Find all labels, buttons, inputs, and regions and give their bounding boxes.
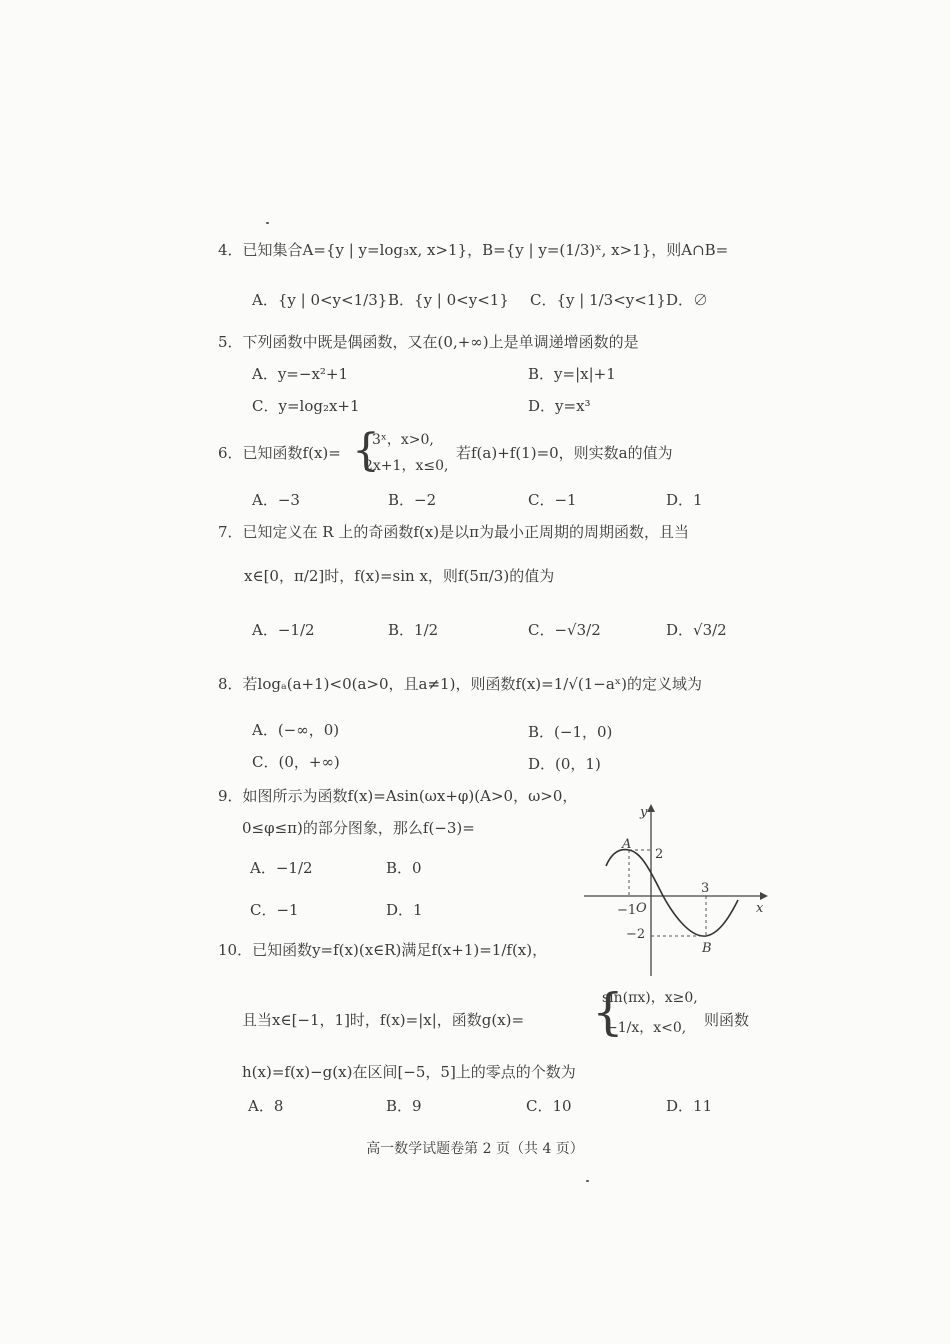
sine-curve [606,850,738,937]
q7-option-c: C．−√3/2 [528,621,601,639]
y-min-label: −2 [626,927,646,942]
q5-option-c: C．y=log₂x+1 [252,397,360,415]
point-b-label: B [702,941,712,956]
q4-stem: 4．已知集合A={y | y=log₃x, x>1}，B={y | y=(1/3)ˣ, x>1}，则A∩B= [218,241,729,259]
x-pos-label: 3 [701,881,710,896]
q7-option-d: D．√3/2 [666,621,727,639]
q9-option-b: B．0 [386,859,422,877]
q10-option-b: B．9 [386,1097,422,1115]
q10-option-a: A．8 [248,1097,284,1115]
scan-speck [586,1180,589,1182]
q5-option-a: A．y=−x²+1 [252,365,349,383]
q7-option-a: A．−1/2 [252,621,315,639]
q8-option-b: B．(−1，0) [528,723,613,741]
q10-stem-line1: 10．已知函数y=f(x)(x∈R)满足f(x+1)=1/f(x)， [218,941,548,959]
y-axis-arrow [647,804,655,812]
y-max-label: 2 [655,847,664,862]
q5-option-b: B．y=|x|+1 [528,365,616,383]
q4-option-b: B．{y | 0<y<1} [388,291,509,309]
q6-option-a: A．−3 [252,491,300,509]
q9-stem-line2: 0≤φ≤π)的部分图象，那么f(−3)= [242,819,475,837]
origin-label: O [636,901,647,916]
q6-brace: { [352,425,380,476]
q10-case-1: sin(πx)，x≥0, [602,990,698,1006]
x-neg-label: −1 [617,903,637,918]
q5-stem: 5．下列函数中既是偶函数，又在(0,+∞)上是单调递增函数的是 [218,333,639,351]
q6-case-2: 2x+1，x≤0, [364,458,449,474]
q5-option-d: D．y=x³ [528,397,591,415]
q8-option-c: C．(0，+∞) [252,753,340,771]
q10-brace: { [592,983,624,1041]
q7-stem-line2: x∈[0，π/2]时，f(x)=sin x，则f(5π/3)的值为 [244,567,555,585]
q7-option-b: B．1/2 [388,621,439,639]
point-a-label: A [622,837,632,852]
q10-option-c: C．10 [526,1097,572,1115]
page-footer: 高一数学试题卷第 2 页（共 4 页） [366,1141,584,1157]
q4-option-d: D．∅ [666,291,709,309]
q6-case-1: 3ˣ，x>0, [372,432,434,448]
q9-function-graph [578,796,774,980]
q8-option-a: A．(−∞，0) [252,721,340,739]
q10-stem-then: 则函数 [704,1011,750,1029]
q6-stem-tail: 若f(a)+f(1)=0，则实数a的值为 [456,444,673,462]
q9-option-a: A．−1/2 [250,859,313,877]
q8-stem: 8．若logₐ(a+1)<0(a>0，且a≠1)，则函数f(x)=1/√(1−aˣ)的定义域为 [218,675,703,693]
q4-option-c: C．{y | 1/3<y<1} [530,291,666,309]
q6-option-d: D．1 [666,491,703,509]
q6-stem-lead: 6．已知函数f(x)= [218,444,341,462]
q6-option-c: C．−1 [528,491,577,509]
q9-option-c: C．−1 [250,901,299,919]
q10-option-d: D．11 [666,1097,713,1115]
q9-option-d: D．1 [386,901,423,919]
scan-speck [266,222,269,224]
q10-case-2: −1/x，x<0, [606,1020,687,1036]
q7-stem-line1: 7．已知定义在 R 上的奇函数f(x)是以π为最小正周期的周期函数，且当 [218,523,689,541]
q4-option-a: A．{y | 0<y<1/3} [252,291,388,309]
x-axis-label: x [756,901,764,916]
q6-option-b: B．−2 [388,491,437,509]
q10-stem-line3: h(x)=f(x)−g(x)在区间[−5，5]上的零点的个数为 [242,1063,576,1081]
q9-stem-line1: 9．如图所示为函数f(x)=Asin(ωx+φ)(A>0，ω>0， [218,787,578,805]
q10-stem-line2: 且当x∈[−1，1]时，f(x)=|x|，函数g(x)= [242,1011,525,1029]
x-axis-arrow [760,892,768,900]
q8-option-d: D．(0，1) [528,755,601,773]
y-axis-label: y [640,805,648,820]
